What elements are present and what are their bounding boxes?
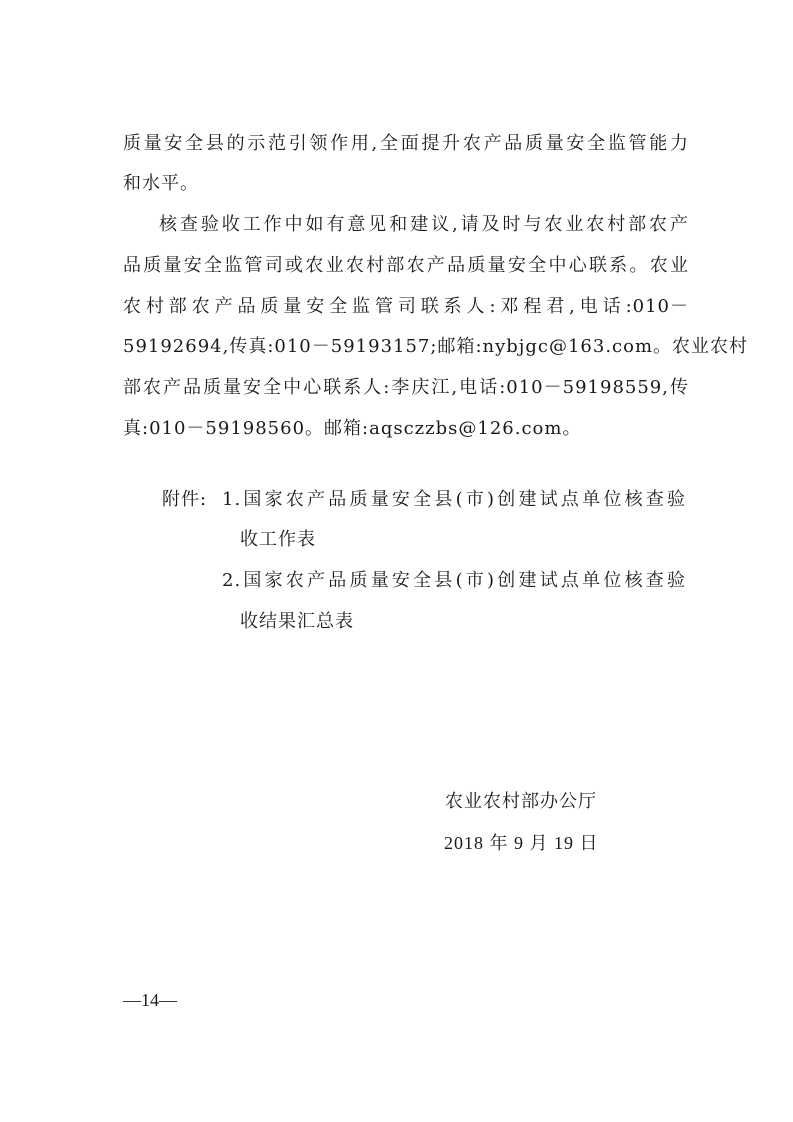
attachment-2-line-2: 收结果汇总表	[240, 611, 354, 632]
attachment-1-line-2: 收工作表	[240, 529, 316, 550]
para2-line-2: 品质量安全监管司或农业农村部农产品质量安全中心联系。农业	[123, 255, 689, 276]
attachment-1-line-1: 1.国家农产品质量安全县(市)创建试点单位核查验	[222, 489, 686, 510]
attachment-2-line-1: 2.国家农产品质量安全县(市)创建试点单位核查验	[222, 570, 686, 591]
para1-line-1: 质量安全县的示范引领作用,全面提升农产品质量安全监管能力	[123, 133, 689, 154]
para1-line-2: 和水平。	[123, 173, 199, 194]
attachments-label: 附件:	[162, 489, 208, 510]
para2-line-4: 59192694,传真:010－59193157;邮箱:nybjgc@163.com。农业农村	[123, 336, 749, 357]
para2-line-3: 农村部农产品质量安全监管司联系人:邓程君,电话:010－	[123, 296, 689, 317]
page-number: —14—	[123, 990, 177, 1010]
para2-line-6: 真:010－59198560。邮箱:aqsczzbs@126.com。	[123, 418, 582, 439]
para2-line-5: 部农产品质量安全中心联系人:李庆江,电话:010－59198559,传	[123, 377, 689, 398]
para2-line-1: 核查验收工作中如有意见和建议,请及时与农业农村部农产	[159, 214, 689, 235]
signature-date: 2018 年 9 月 19 日	[444, 833, 599, 853]
signature-organization: 农业农村部办公厅	[445, 791, 597, 812]
